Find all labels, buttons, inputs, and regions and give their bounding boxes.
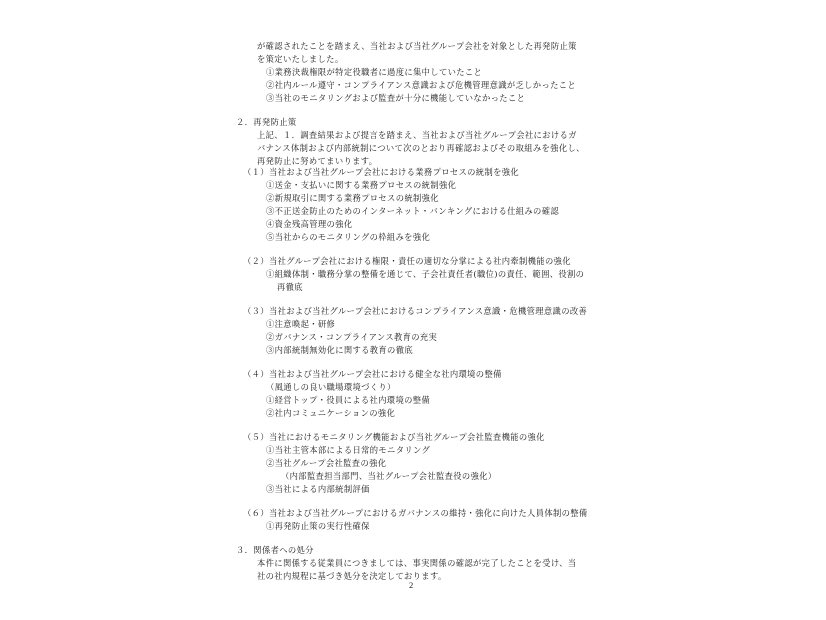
measure-item: ③不正送金防止のためのインターネット・バンキングにおける仕組みの確認: [266, 206, 560, 216]
intro-line-1: が確認されたことを踏まえ、当社および当社グループ会社を対象とした再発防止策: [257, 41, 577, 51]
measure-item: ②当社グループ会社監査の強化: [266, 458, 387, 468]
measure-heading: （５）当社におけるモニタリング機能および当社グループ会社監査機能の強化: [243, 432, 545, 442]
measure-item: ①組織体制・職務分掌の整備を通じて、子会社責任者(職位)の責任、範囲、役割の: [266, 269, 585, 279]
cause-item: ①業務決裁権限が特定役職者に過度に集中していたこと: [266, 67, 483, 77]
intro-line-2: を策定いたしました。: [257, 54, 344, 64]
measure-item: ③当社による内部統制評価: [266, 484, 370, 494]
measure-item-note: （内部監査担当部門、当社グループ会社監査役の強化）: [281, 471, 497, 481]
section-paragraph-line: 上記、１．調査結果および提言を踏まえ、当社および当社グループ会社におけるガ: [257, 130, 577, 140]
measure-item: ②新規取引に関する業務プロセスの統制強化: [266, 193, 439, 203]
measure-item: ③内部統制無効化に関する教育の徹底: [266, 345, 413, 355]
measure-item: ②社内コミュニケーションの強化: [266, 408, 396, 418]
measure-heading: （１）当社および当社グループ会社における業務プロセスの統制を強化: [243, 167, 520, 177]
measure-item: ①注意喚起・研修: [266, 319, 336, 329]
measure-item: ①当社主管本部による日常的モニタリング: [266, 445, 431, 455]
section-paragraph-line: バナンス体制および内部統制について次のとおり再確認およびその取組みを強化し、: [257, 143, 585, 153]
measure-heading: （３）当社および当社グループ会社におけるコンプライアンス意識・危機管理意識の改善: [243, 306, 588, 316]
measure-item: ②ガバナンス・コンプライアンス教育の充実: [266, 332, 438, 342]
measure-item: ①再発防止策の実行性確保: [266, 521, 370, 531]
measure-item: ④資金残高管理の強化: [266, 219, 353, 229]
measure-heading: （２）当社グループ会社における権限・責任の適切な分掌による社内牽制機能の強化: [243, 256, 571, 266]
measure-heading: （４）当社および当社グループ会社における健全な社内環境の整備: [243, 369, 502, 379]
cause-item: ③当社のモニタリングおよび監査が十分に機能していなかったこと: [266, 93, 526, 103]
section-paragraph-line: 社の社内規程に基づき処分を決定しております。: [257, 571, 447, 581]
section-heading: ２．再発防止策: [236, 117, 297, 127]
section-paragraph-line: 本件に関係する従業員につきましては、事実関係の確認が完了したことを受け、当: [257, 558, 577, 568]
measure-heading: （６）当社および当社グループにおけるガバナンスの維持・強化に向けた人員体制の整備: [243, 508, 588, 518]
measure-item: ⑤当社からのモニタリングの枠組みを強化: [266, 232, 431, 242]
section-paragraph-line: 再発防止に努めてまいります。: [257, 156, 378, 166]
measure-item: ①送金・支払いに関する業務プロセスの統制強化: [266, 180, 457, 190]
measure-subheading: （風通しの良い職場環境づくり）: [266, 382, 396, 392]
page-number: 2: [409, 580, 414, 590]
section-heading: ３．関係者への処分: [236, 545, 314, 555]
cause-item: ②社内ルール遵守・コンプライアンス意識および危機管理意識が乏しかったこと: [266, 80, 577, 90]
measure-item: ①経営トップ・役員による社内環境の整備: [266, 395, 431, 405]
measure-item-continuation: 再徹底: [277, 282, 303, 292]
